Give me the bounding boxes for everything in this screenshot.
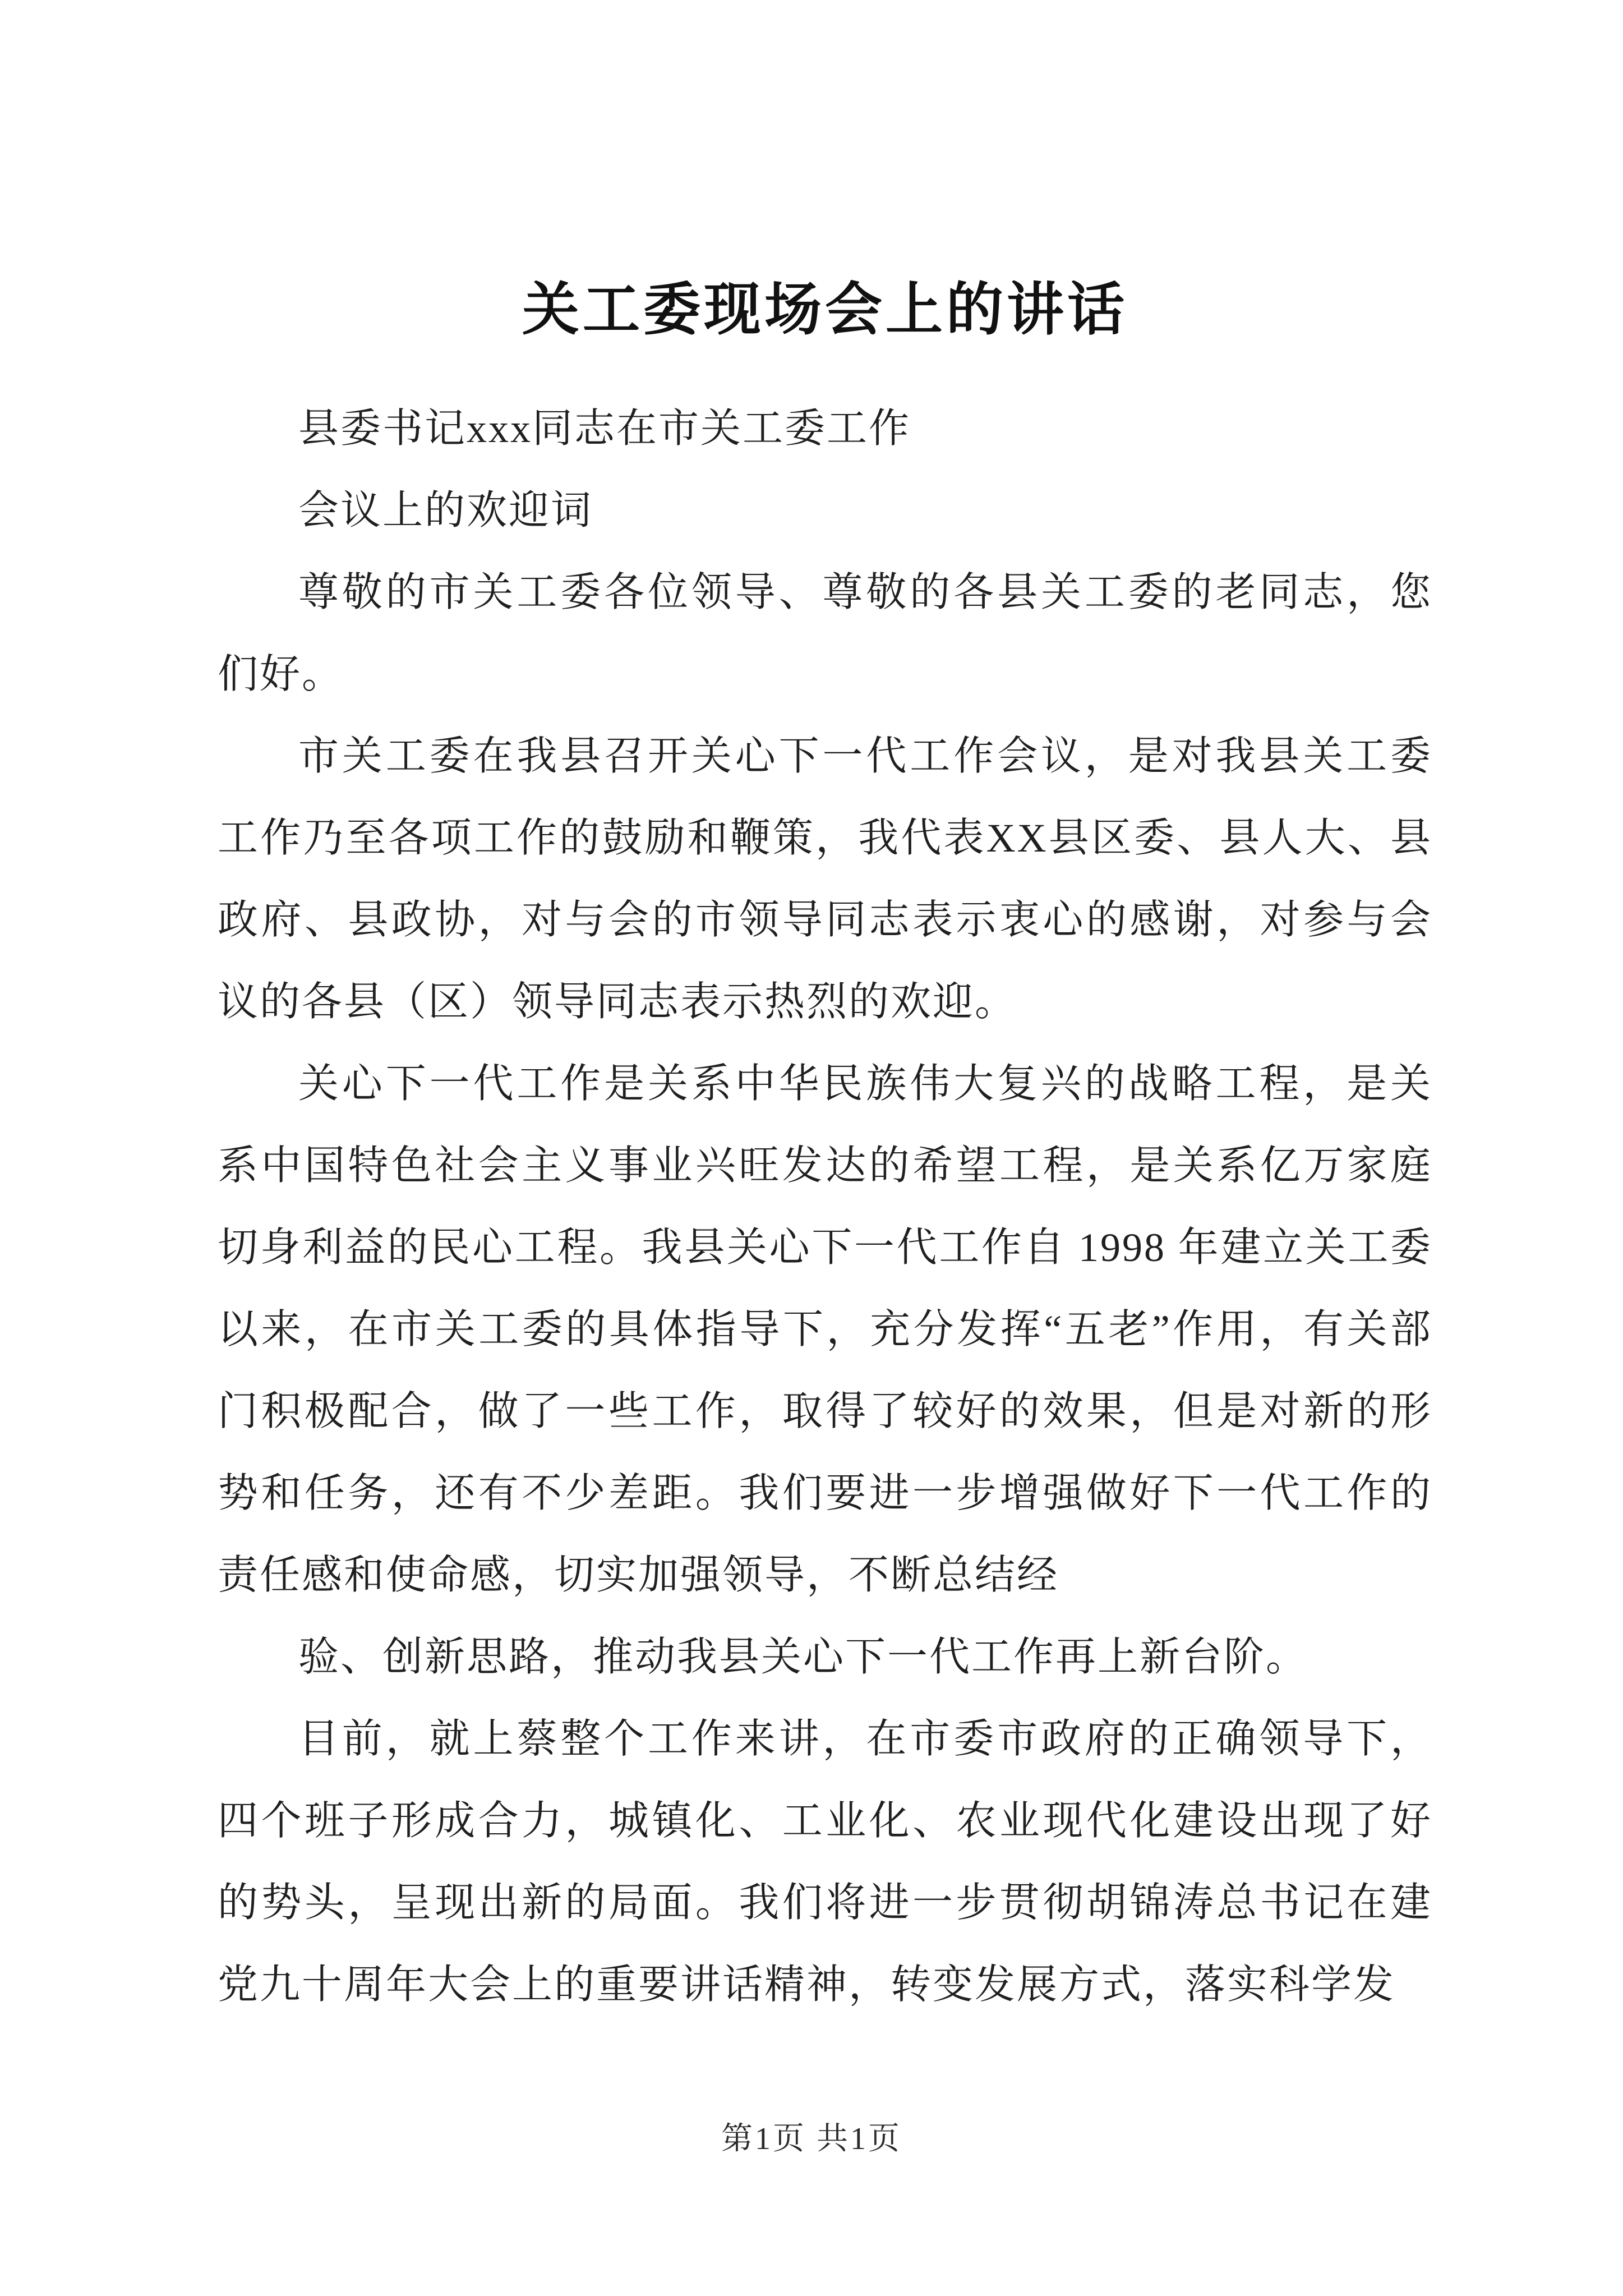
document-title: 关工委现场会上的讲话 — [522, 279, 1128, 342]
paragraph-thanks: 市关工委在我县召开关心下一代工作会议，是对我县关工委工作乃至各项工作的鼓励和鞭策，我代表XX县区委、县人大、县政府、县政协，对与会的市领导同志表示衷心的感谢，对参与会议的各县（区）领导同志表示热烈的欢迎。 — [218, 733, 1432, 1024]
paragraph-work-overview: 关心下一代工作是关系中华民族伟大复兴的战略工程，是关系中国特色社会主义事业兴旺发达的希望工程，是关系亿万家庭切身利益的民心工程。我县关心下一代工作自 1998 年建立关工委以来，在市关工委的具体指导下，充分发挥“五老”作用，有关部门积极配合，做了一些工作，取得了较好的效果，但是对新的形势和任务，还有不少差距。我们要进一步增强做好下一代工作的责任感和使命感，切实加强领导，不断总结经 — [218, 1061, 1432, 1598]
paragraph-subtitle-line-1: 县委书记xxx同志在市关工委工作 — [298, 406, 911, 451]
page-number-footer: 第1页 共1页 — [721, 2122, 902, 2156]
paragraph-work-overview-continued: 验、创新思路，推动我县关心下一代工作再上新台阶。 — [298, 1634, 1308, 1680]
paragraph-subtitle-line-2: 会议上的欢迎词 — [298, 487, 593, 533]
paragraph-greeting: 尊敬的市关工委各位领导、尊敬的各县关工委的老同志，您们好。 — [218, 569, 1432, 697]
document-content — [218, 274, 1432, 2026]
paragraph-current-situation: 目前，就上蔡整个工作来讲，在市委市政府的正确领导下，四个班子形成合力，城镇化、工业化、农业现代化建设出现了好的势头，呈现出新的局面。我们将进一步贯彻胡锦涛总书记在建党九十周年大会上的重要讲话精神，转变发展方式，落实科学发 — [218, 1716, 1432, 2007]
